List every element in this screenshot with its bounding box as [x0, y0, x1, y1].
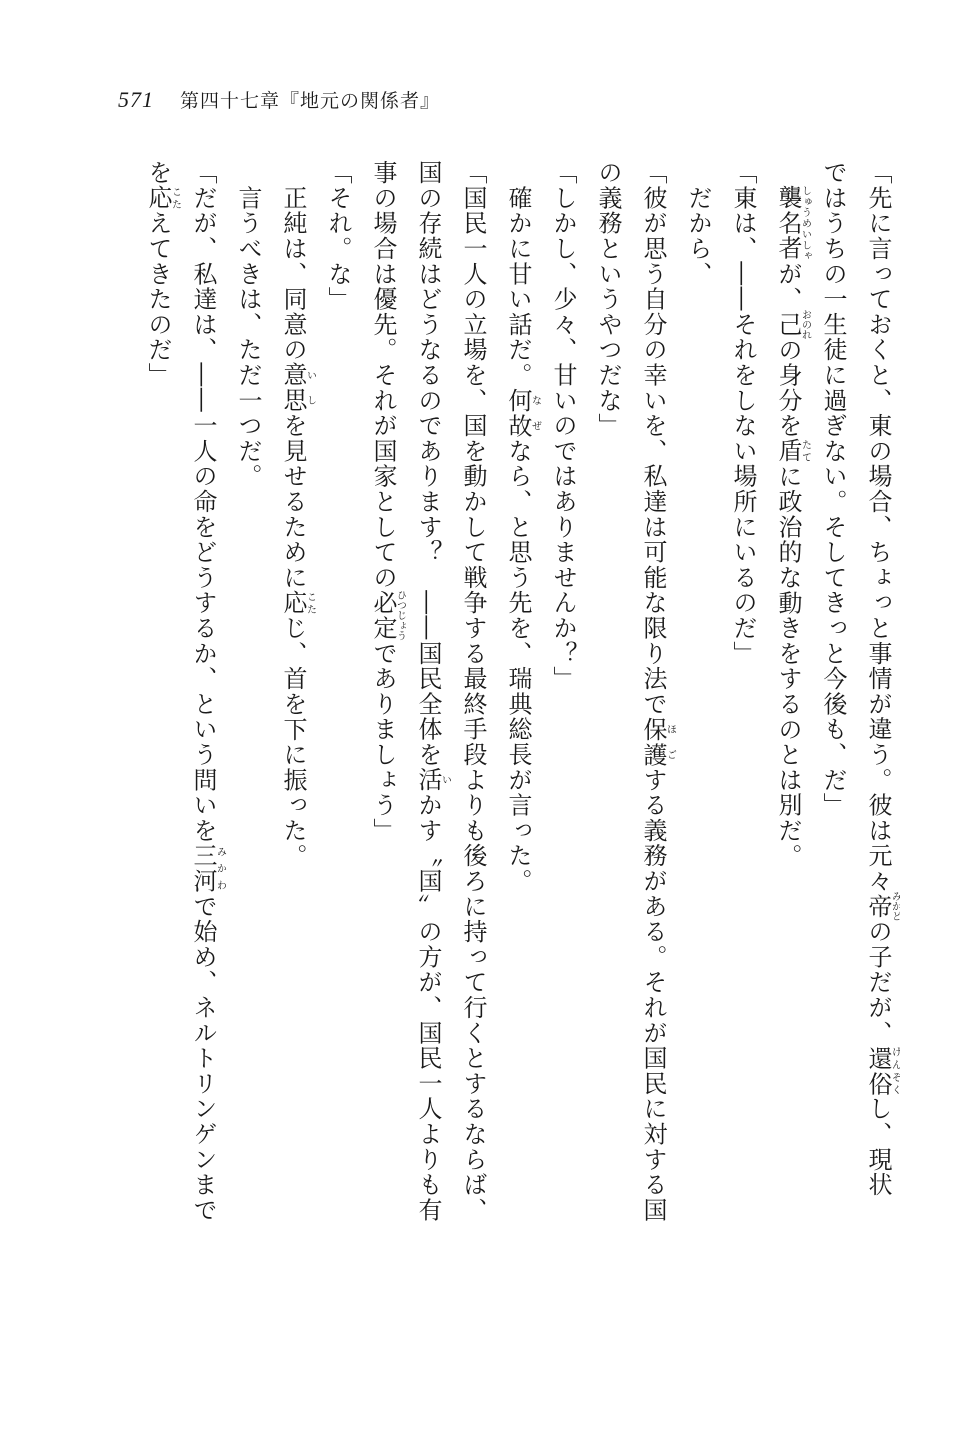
furigana: 還俗げんぞく: [864, 1045, 900, 1097]
text-line: 確かに甘い話だ。何故なぜなら、と思う先を、瑞典総長が言った。: [504, 160, 541, 894]
furigana: 必定ひつじょう: [369, 590, 406, 641]
text-line: 「それ。な」: [324, 160, 352, 312]
chapter-title: 第四十七章『地元の関係者』: [180, 90, 441, 112]
furigana: 活い: [414, 767, 451, 793]
furigana: 盾たて: [774, 438, 811, 464]
text-line: 「東は、――それをしない場所にいるのだ」: [729, 160, 757, 666]
text-line: 正純は、同意の意思いしを見せるために応こたじ、首を下に振った。: [279, 160, 316, 869]
furigana: 応こた: [279, 590, 316, 616]
text-line: 国の存続はどうなるのであります？ ――国民全体を活いかす〝国〟の方が、国民一人よりも有: [414, 160, 451, 1223]
text-line: 「彼が思う自分の幸いを、私達は可能な限り法で保護ほごする義務がある。それが国民に対する国: [639, 160, 676, 1223]
text-line: 事の場合は優先。それが国家としての必定ひつじょうでありましょう」: [369, 160, 406, 844]
furigana: 己おのれ: [774, 309, 811, 340]
furigana: 応こた: [144, 185, 181, 211]
furigana: 三河みかわ: [189, 843, 226, 894]
text-line: の義務というやつだな」: [594, 160, 622, 439]
furigana: 襲名者しゅうめいしゃ: [774, 185, 811, 262]
text-line: 「先に言っておくと、東の場合、ちょっと事情が違う。彼は元々帝みかどの子だが、還俗げんぞくし、現状: [864, 160, 900, 1198]
text-line: を応こたえてきたのだ」: [144, 160, 181, 388]
text-line: ではうちの一生徒に過ぎない。そしてきっと今後も、だ」: [819, 160, 847, 818]
furigana: 保護ほご: [639, 716, 676, 768]
vertical-body-text: [100, 160, 900, 1390]
furigana: 意思いし: [279, 362, 316, 414]
text-line: 「国民一人の立場を、国を動かして戦争する最終手段よりも後ろに持って行くとするならば、: [459, 160, 487, 1223]
furigana: 何故なぜ: [504, 387, 541, 439]
text-line: 「しかし、少々、甘いのではありませんか？」: [549, 160, 577, 692]
text-line: だから、: [684, 160, 712, 287]
page-header: [118, 86, 440, 126]
text-line: 襲名者しゅうめいしゃが、己おのれの身分を盾たてに政治的な動きをするのとは別だ。: [774, 185, 811, 869]
furigana: 帝みかど: [864, 891, 900, 922]
page-number: 571: [118, 87, 154, 112]
text-line: 言うべきは、ただ一つだ。: [234, 160, 262, 489]
text-line: 「だが、私達は、――一人の命をどうするか、という問いを三河みかわで始め、ネルトリンゲンまで: [189, 160, 226, 1223]
